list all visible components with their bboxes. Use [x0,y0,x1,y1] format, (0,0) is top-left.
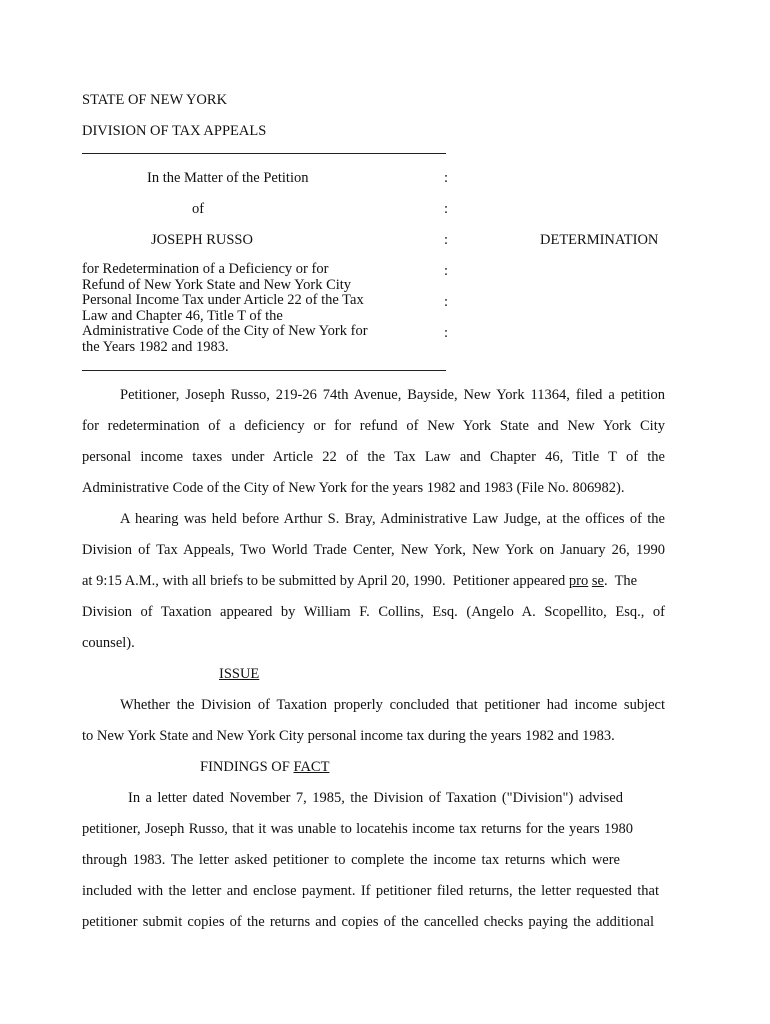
state-heading: STATE OF NEW YORK [82,92,228,108]
caption-top-rule [82,153,446,154]
findings-heading-underlined: FACT [293,759,330,775]
caption-petitioner-name: JOSEPH RUSSO [151,232,253,248]
caption-bottom-rule [82,370,446,371]
caption-description-line: the Years 1982 and 1983. [82,338,229,355]
issue-line: to New York State and New York City personal income tax during the years 1982 and 1983. [82,728,615,744]
pro-se-underline: pro [568,573,589,589]
caption-description-line: for Redetermination of a Deficiency or for [82,261,329,277]
hearing-line: Division of Tax Appeals, Two World Trade Center, New York, New York on January 26, 1990 [82,542,665,558]
pro-se-underline: se [591,573,604,589]
findings-line: petitioner, Joseph Russo, that it was unable to locatehis income tax returns for the years 1980 [82,821,633,837]
determination-title: DETERMINATION [540,232,659,248]
findings-line: petitioner submit copies of the returns and copies of the cancelled checks paying the additional [82,914,654,930]
caption-description-line: Law and Chapter 46, Title T of the [82,307,283,324]
hearing-line [82,573,665,589]
hearing-text: . The [603,573,638,589]
caption-colon: : [444,294,449,310]
caption-colon: : [444,325,449,341]
issue-heading-text: ISSUE [219,666,260,682]
caption-description [82,262,412,355]
caption-description-line: Personal Income Tax under Article 22 of the Tax [82,292,364,308]
hearing-line: A hearing was held before Arthur S. Bray, Administrative Law Judge, at the offices of the [120,511,665,527]
caption-colon: : [444,232,449,248]
caption-colon: : [444,201,449,217]
issue-heading [219,666,259,682]
hearing-line: counsel). [82,635,135,651]
caption-of: of [192,201,205,217]
caption-description-line: Refund of New York State and New York City [82,276,352,293]
hearing-text: at 9:15 A.M., with all briefs to be submitted by April 20, 1990. Petitioner appeared [82,573,569,589]
findings-line: included with the letter and enclose payment. If petitioner filed returns, the letter requested that [82,883,659,899]
division-heading: DIVISION OF TAX APPEALS [82,123,267,139]
intro-line: Petitioner, Joseph Russo, 219-26 74th Avenue, Bayside, New York 11364, filed a petition [120,387,665,403]
caption-matter: In the Matter of the Petition [147,170,309,186]
caption-colon: : [444,263,449,279]
findings-heading [200,759,329,775]
intro-line: for redetermination of a deficiency or for refund of New York State and New York City [82,418,665,434]
issue-line: Whether the Division of Taxation properly concluded that petitioner had income subject [120,697,665,713]
intro-line: Administrative Code of the City of New York for the years 1982 and 1983 (File No. 806982). [82,480,625,496]
hearing-line: Division of Taxation appeared by William F. Collins, Esq. (Angelo A. Scopellito, Esq., of [82,604,665,620]
caption-description-line: Administrative Code of the City of New York for [82,323,368,339]
findings-line: In a letter dated November 7, 1985, the Division of Taxation ("Division") advised [128,790,623,806]
caption-colon: : [444,170,449,186]
findings-line: through 1983. The letter asked petitioner to complete the income tax returns which were [82,852,620,868]
findings-heading-text: FINDINGS OF [200,759,294,775]
intro-line: personal income taxes under Article 22 of the Tax Law and Chapter 46, Title T of the [82,449,665,465]
